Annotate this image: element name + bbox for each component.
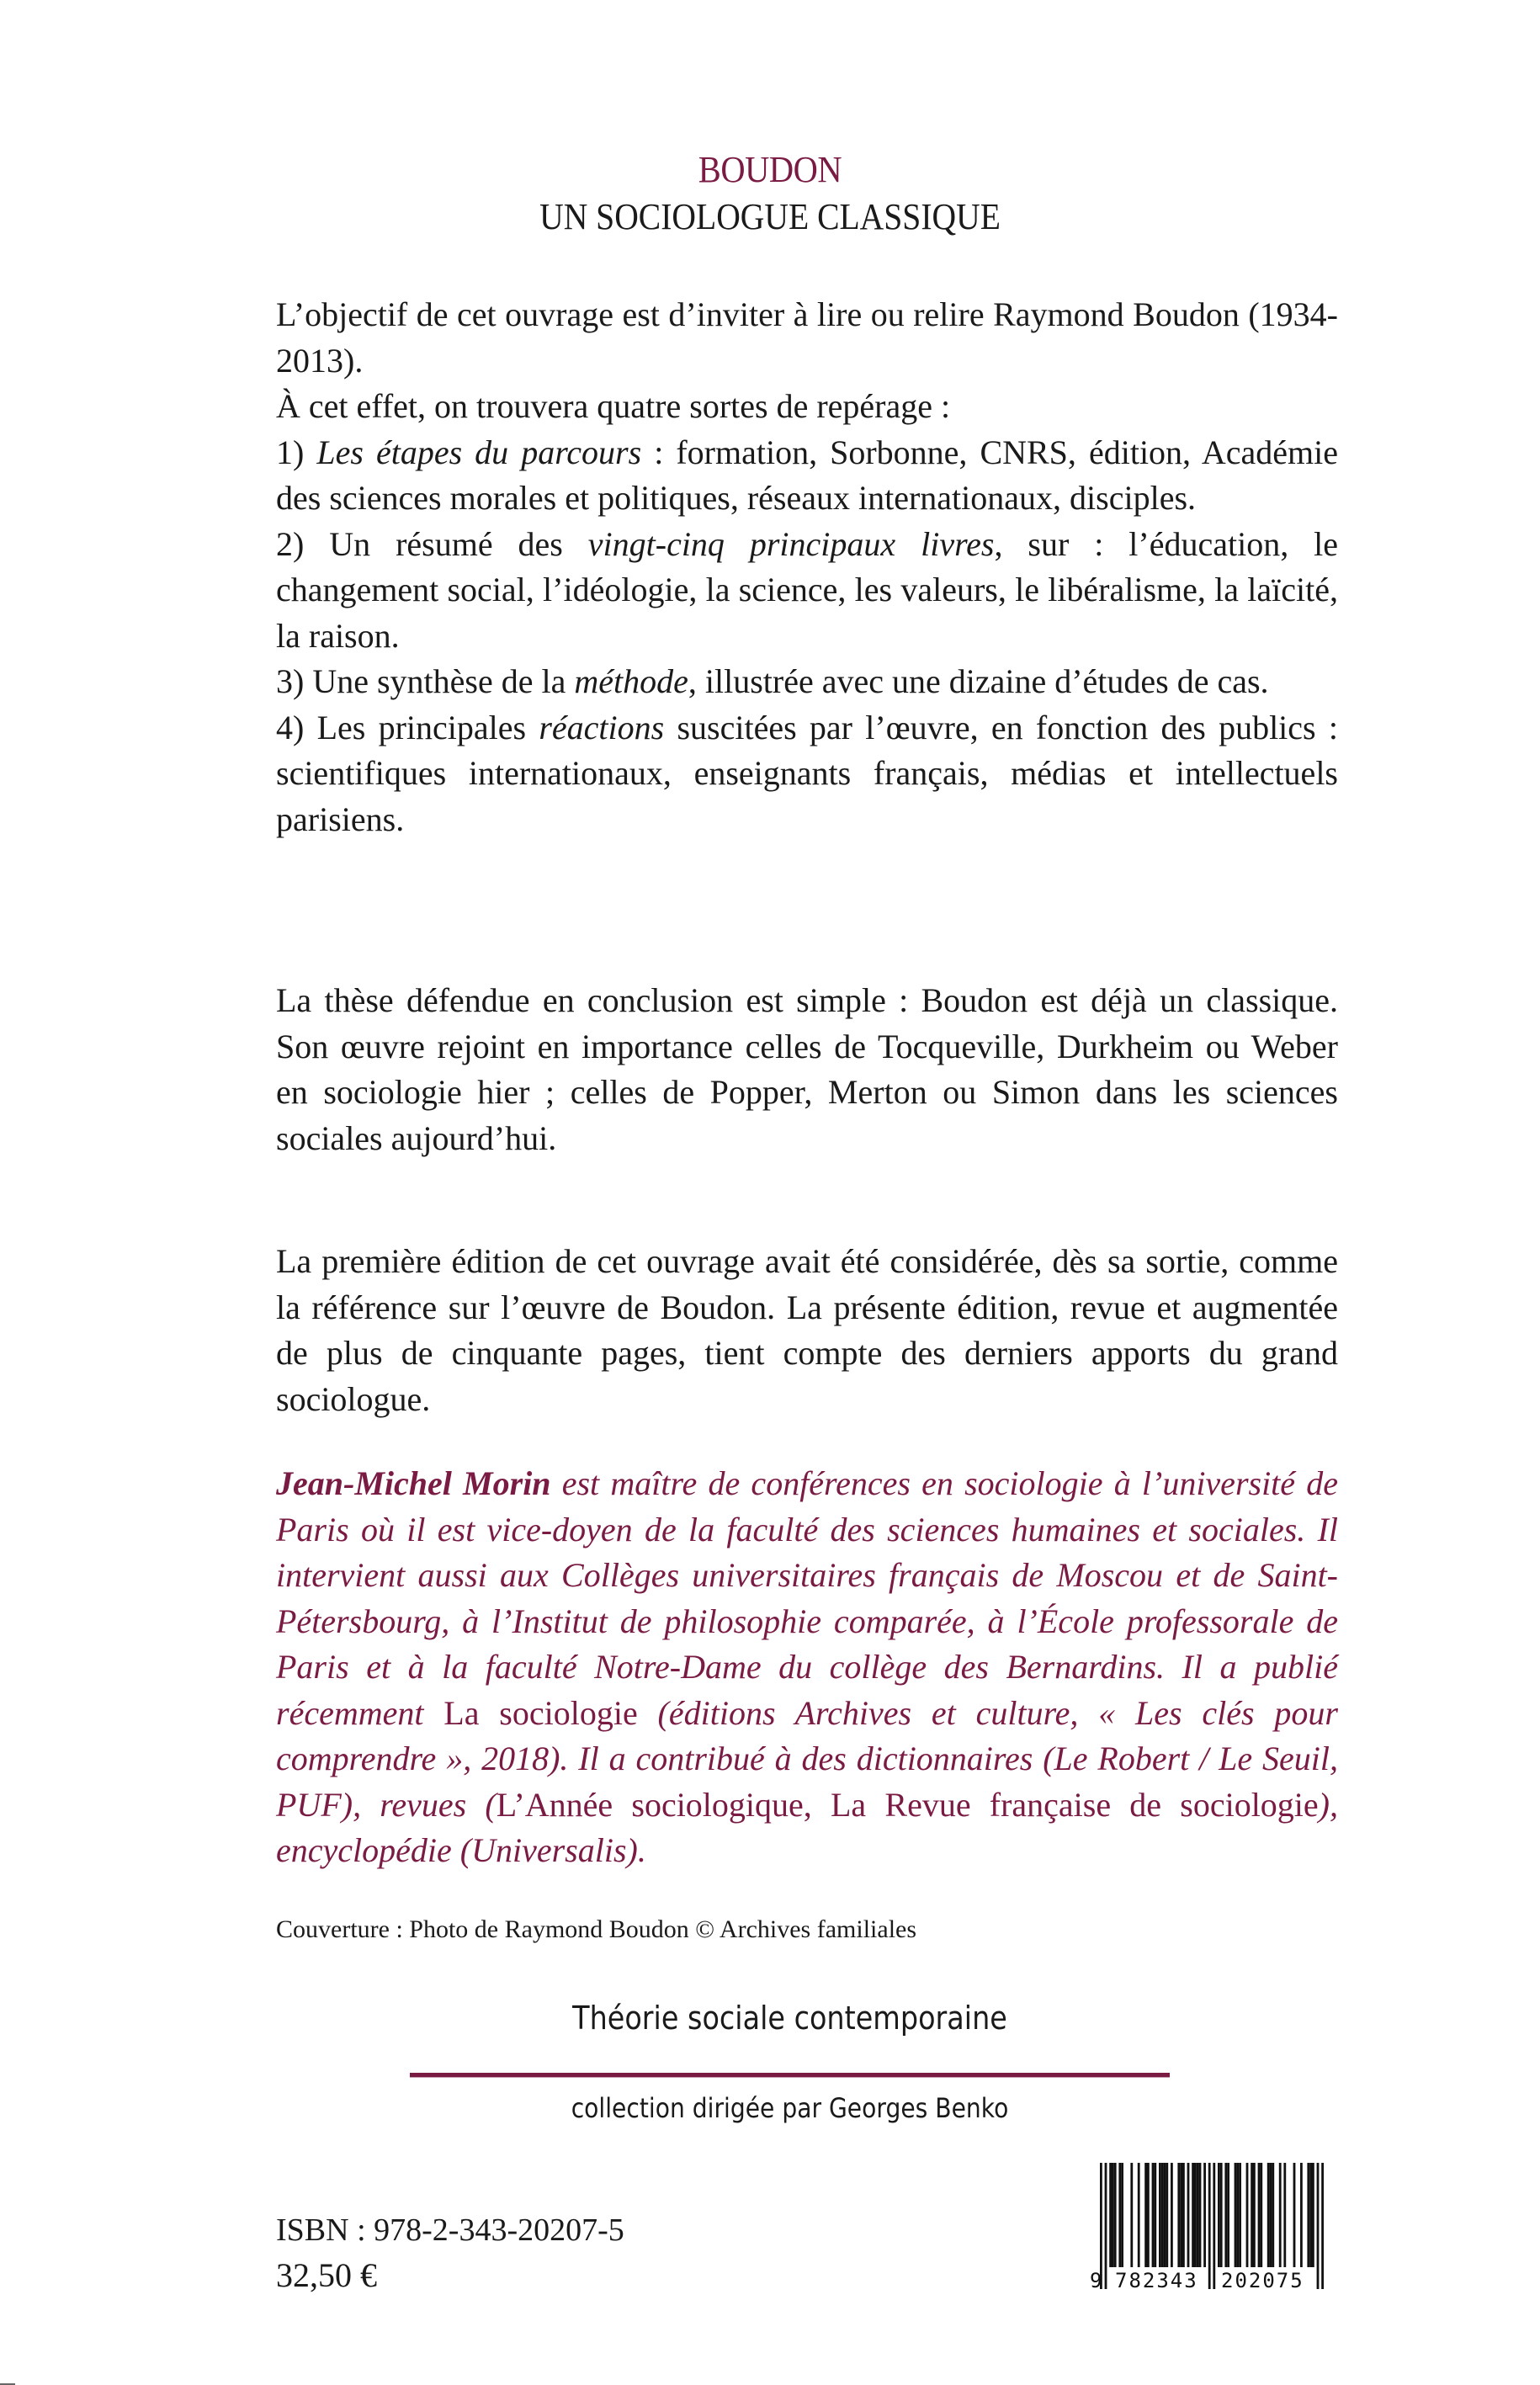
barcode-right-digits: 202075 bbox=[1221, 2269, 1304, 2292]
thesis-text: La thèse défendue en conclusion est simple : Boudon est déjà un classique. Son œuvre rejoint en importance celles de Tocqueville, Durkheim ou Weber en sociologie hier ; celles de Popper, Merton ou Simon dans les sciences sociales aujourd’hui. bbox=[276, 981, 1338, 1157]
barcode-bar bbox=[1171, 2163, 1173, 2267]
barcode-bar bbox=[1251, 2163, 1253, 2267]
cover-credit: Couverture : Photo de Raymond Boudon © Archives familiales bbox=[276, 1915, 917, 1943]
barcode-bar bbox=[1220, 2163, 1223, 2267]
bio-text bbox=[276, 1461, 1338, 1874]
collection-director: collection dirigée par Georges Benko bbox=[571, 2092, 1009, 2124]
barcode-bar bbox=[1138, 2163, 1140, 2267]
barcode-bar bbox=[1267, 2163, 1270, 2267]
thesis-paragraph bbox=[276, 978, 1338, 1161]
journal-reference: La Revue française de sociologie bbox=[831, 1785, 1319, 1824]
barcode-bar bbox=[1159, 2163, 1161, 2267]
barcode-bar bbox=[1224, 2163, 1227, 2267]
barcode-bar bbox=[1235, 2163, 1237, 2267]
collection-divider bbox=[410, 2073, 1170, 2078]
barcode-bar bbox=[1112, 2163, 1114, 2267]
barcode-bar bbox=[1309, 2163, 1312, 2267]
item-emphasis: vingt-cinq principaux livres bbox=[587, 524, 995, 563]
barcode-bar bbox=[1152, 2163, 1155, 2267]
barcode-first-digit: 9 bbox=[1090, 2269, 1102, 2292]
bio-part: est maître de conférences en sociologie à l’université de Paris où il est vice-doyen de la faculté des sciences humaines et sociales. Il intervient aussi aux Collèges universitaires français de Moscou et de Saint-Pétersbourg, à l’Institut de philosophie comparée, à l’École professorale de Paris et à la faculté Notre-Dame du collège des Bernardins. Il a publié récemment bbox=[276, 1464, 1338, 1732]
list-item bbox=[276, 659, 1338, 705]
barcode-bar bbox=[1300, 2163, 1303, 2267]
barcode-bar bbox=[1239, 2163, 1241, 2267]
barcode-bar bbox=[1147, 2163, 1150, 2267]
barcode-bar bbox=[1270, 2163, 1272, 2267]
list-item bbox=[276, 522, 1338, 660]
intro-section bbox=[276, 292, 1338, 842]
barcode-bar bbox=[1166, 2163, 1168, 2267]
barcode-bar bbox=[1213, 2163, 1215, 2289]
barcode-bar bbox=[1194, 2163, 1197, 2267]
barcode-bar bbox=[1258, 2163, 1261, 2267]
barcode-bar bbox=[1293, 2163, 1296, 2267]
list-item bbox=[276, 430, 1338, 522]
barcode-bar bbox=[1272, 2163, 1274, 2267]
barcode-bar bbox=[1227, 2163, 1229, 2267]
bio-part: ), encyclopédie (Universalis). bbox=[276, 1785, 1338, 1869]
barcode-bar bbox=[1199, 2163, 1202, 2267]
item-text: suscitées par l’œuvre, en fonction des publics : scientifiques internationaux, enseignants français, médias et intellectuels parisiens. bbox=[276, 708, 1338, 838]
barcode-bar bbox=[1307, 2163, 1309, 2267]
edition-paragraph bbox=[276, 1239, 1338, 1422]
item-prefix: 2) Un résumé des bbox=[276, 524, 588, 563]
item-prefix: 4) Les principales bbox=[276, 708, 539, 746]
barcode-bar bbox=[1283, 2163, 1286, 2267]
collection-name: Théorie sociale contemporaine bbox=[572, 2000, 1007, 2037]
barcode-bar bbox=[1192, 2163, 1194, 2267]
intro-line: À cet effet, on trouvera quatre sortes de repérage : bbox=[276, 387, 951, 425]
barcode-bar bbox=[1118, 2163, 1121, 2267]
barcode-bar bbox=[1312, 2163, 1314, 2267]
barcode-bar bbox=[1208, 2163, 1211, 2289]
barcode-bar bbox=[1121, 2163, 1123, 2267]
barcode-bar bbox=[1154, 2163, 1156, 2267]
item-emphasis: Les étapes du parcours bbox=[316, 433, 642, 471]
item-text: : formation, Sorbonne, CNRS, édition, Académie des sciences morales et politiques, réseaux internationaux, disciples. bbox=[276, 433, 1338, 517]
barcode-bar bbox=[1105, 2163, 1107, 2289]
barcode-bar bbox=[1317, 2163, 1320, 2289]
barcode-bar bbox=[1109, 2163, 1112, 2267]
bio-part: (éditions Archives et culture, « Les clés pour comprendre », 2018). Il a contribué à des dictionnaires (Le Robert / Le Seuil, PUF), revues ( bbox=[276, 1693, 1338, 1824]
item-prefix: 3) Une synthèse de la bbox=[276, 662, 575, 700]
item-emphasis: réactions bbox=[539, 708, 665, 746]
barcode-bar bbox=[1203, 2163, 1206, 2267]
list-item bbox=[276, 705, 1338, 843]
barcode-bar bbox=[1218, 2163, 1220, 2267]
barcode-bar bbox=[1197, 2163, 1199, 2267]
barcode-bar bbox=[1236, 2163, 1239, 2267]
barcode-left-digits: 782343 bbox=[1115, 2269, 1198, 2292]
barcode-bar bbox=[1321, 2163, 1324, 2289]
price: 32,50 € bbox=[276, 2256, 377, 2294]
barcode-bar bbox=[1177, 2163, 1180, 2267]
barcode-bar bbox=[1114, 2163, 1117, 2267]
barcode-bar bbox=[1260, 2163, 1262, 2267]
intro-line: L’objectif de cet ouvrage est d’inviter à lire ou relire Raymond Boudon (1934-2013). bbox=[276, 295, 1338, 380]
barcode-bar bbox=[1246, 2163, 1249, 2267]
item-prefix: 1) bbox=[276, 433, 317, 471]
barcode-bar bbox=[1279, 2163, 1282, 2267]
barcode-bar bbox=[1182, 2163, 1185, 2267]
book-reference: La sociologie bbox=[443, 1693, 638, 1732]
item-text: , illustrée avec une dizaine d’études de cas. bbox=[688, 662, 1269, 700]
isbn-barcode bbox=[1081, 2161, 1342, 2296]
barcode-bar bbox=[1164, 2163, 1166, 2267]
book-subtitle: UN SOCIOLOGUE CLASSIQUE bbox=[539, 196, 1001, 237]
bio-separator: , bbox=[803, 1785, 831, 1824]
item-emphasis: méthode bbox=[574, 662, 688, 700]
item-text: , sur : l’éducation, le changement social, l’idéologie, la science, les valeurs, le libéralisme, la laïcité, la raison. bbox=[276, 524, 1338, 655]
book-title: BOUDON bbox=[698, 149, 842, 190]
barcode-bar bbox=[1180, 2163, 1182, 2267]
isbn: ISBN : 978-2-343-20207-5 bbox=[276, 2212, 624, 2248]
author-name: Jean-Michel Morin bbox=[276, 1464, 551, 1502]
barcode-bar bbox=[1130, 2163, 1133, 2267]
edition-text: La première édition de cet ouvrage avait été considérée, dès sa sortie, comme la référence sur l’œuvre de Boudon. La présente édition, revue et augmentée de plus de cinquante pages, tient compte des derniers apports du grand sociologue. bbox=[276, 1242, 1338, 1418]
barcode-bar bbox=[1161, 2163, 1164, 2267]
barcode-bar bbox=[1144, 2163, 1147, 2267]
barcode-bar bbox=[1187, 2163, 1190, 2267]
author-bio bbox=[276, 1461, 1338, 1874]
journal-reference: L’Année sociologique bbox=[496, 1785, 804, 1824]
barcode-bar bbox=[1253, 2163, 1256, 2267]
